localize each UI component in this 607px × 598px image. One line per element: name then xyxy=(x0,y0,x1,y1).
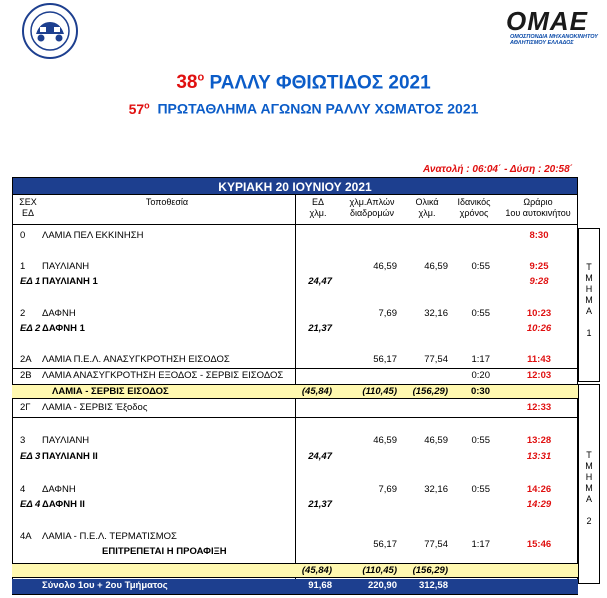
cell-time: 13:28 xyxy=(526,435,552,446)
cell-place: ΠΑΥΛΙΑΝΗ xyxy=(42,261,90,272)
cell-no: 2Γ xyxy=(20,402,31,413)
cell-place: ΛΑΜΙΑ ΠΕΛ ΕΚΚΙΝΗΣΗ xyxy=(42,230,144,241)
cell-time: 12:33 xyxy=(526,402,552,413)
club-logo xyxy=(18,2,82,60)
cell-total: 32,16 xyxy=(424,484,448,495)
table-row xyxy=(12,353,578,367)
cell-place: ΔΑΦΝΗ xyxy=(42,484,76,495)
cell-place: ΛΑΜΙΑ - ΣΕΡΒΙΣ Έξοδος xyxy=(42,402,148,413)
table-row-subtotal xyxy=(12,563,578,578)
omae-logo-name: OMAE xyxy=(506,6,588,36)
table-row-stage xyxy=(12,498,578,512)
cell-place: ΛΑΜΙΑ - Π.Ε.Λ. ΤΕΡΜΑΤΙΣΜΟΣ xyxy=(42,531,177,542)
omae-logo-subtitle: ΟΜΟΣΠΟΝΔΙΑ ΜΗΧΑΝΟΚΙΝΗΤΟΥ ΑΘΛΗΤΙΣΜΟΥ ΕΛΛΑΔΟΣ xyxy=(510,34,598,46)
col-header-ed: ΕΔ χλμ. xyxy=(309,197,327,218)
table-row xyxy=(12,229,578,243)
cell-ed: (45,84) xyxy=(301,386,332,397)
col-header-total: Ολικά χλμ. xyxy=(415,197,439,218)
cell-no: ΕΔ 1 xyxy=(20,276,41,287)
cell-ideal: 0:55 xyxy=(471,435,490,446)
cell-liaison: (110,45) xyxy=(362,386,397,397)
cell-place: ΛΑΜΙΑ ΑΝΑΣΥΓΚΡΟΤΗΣΗ ΕΞΟΔΟΣ - ΣΕΡΒΙΣ ΕΙΣΟΔΟΣ xyxy=(42,370,284,381)
table-row xyxy=(12,401,578,415)
cell-total: 32,16 xyxy=(424,308,448,319)
cell-ideal: 0:30 xyxy=(470,386,490,397)
cell-place: ΔΑΦΝΗ ΙΙ xyxy=(42,499,85,510)
cell-time: 10:26 xyxy=(526,323,552,334)
cell-time: 10:23 xyxy=(526,308,552,319)
cell-ideal: 1:17 xyxy=(471,354,490,365)
col-header-no: ΣΕΧ ΕΔ xyxy=(19,197,37,218)
col-header-ideal: Ιδανικός χρόνος xyxy=(457,197,491,218)
cell-time: 14:29 xyxy=(526,499,552,510)
omae-logo xyxy=(506,6,601,46)
cell-place: ΛΑΜΙΑ Π.Ε.Λ. ΑΝΑΣΥΓΚΡΟΤΗΣΗ ΕΙΣΟΔΟΣ xyxy=(42,354,230,365)
cell-no: ΕΔ 3 xyxy=(20,451,41,462)
cell-time: 14:26 xyxy=(526,484,552,495)
col-header-place: Τοποθεσία xyxy=(145,197,189,207)
title-text: ΡΑΛΛΥ ΦΘΙΩΤΙΔΟΣ 2021 xyxy=(204,72,431,94)
cell-ed: 21,37 xyxy=(308,323,332,334)
cell-liaison: 7,69 xyxy=(378,484,397,495)
cell-time: 13:31 xyxy=(526,451,552,462)
day-header: ΚΥΡΙΑΚΗ 20 ΙΟΥΝΙΟΥ 2021 xyxy=(12,177,578,195)
cell-liaison: (110,45) xyxy=(362,565,397,576)
club-emblem-icon xyxy=(18,2,82,60)
cell-total: 312,58 xyxy=(418,580,448,591)
cell-place: ΠΑΥΛΙΑΝΗ ΙΙ xyxy=(42,451,98,462)
cell-place: ΔΑΦΝΗ 1 xyxy=(42,323,85,334)
table-row xyxy=(12,483,578,497)
row-divider xyxy=(12,417,578,418)
cell-no: 0 xyxy=(20,230,26,241)
cell-liaison: 46,59 xyxy=(373,435,397,446)
cell-liaison: 56,17 xyxy=(373,539,397,550)
title-ordinal: ο xyxy=(197,72,205,84)
cell-total: 77,54 xyxy=(424,539,448,550)
cell-ideal: 0:55 xyxy=(471,308,490,319)
table-row xyxy=(12,369,578,383)
table-row-stage xyxy=(12,275,578,289)
cell-total: (156,29) xyxy=(412,386,448,397)
cell-no: 1 xyxy=(20,261,26,272)
timetable xyxy=(12,177,578,595)
cell-total: 46,59 xyxy=(424,435,448,446)
cell-no: 4 xyxy=(20,484,26,495)
title-number: 38 xyxy=(176,72,198,94)
bottom-border xyxy=(12,594,578,595)
cell-no: 4Α xyxy=(20,531,32,542)
cell-no: 2Β xyxy=(20,370,32,381)
cell-no: 2Α xyxy=(20,354,32,365)
cell-ideal: 0:55 xyxy=(471,261,490,272)
table-row-stage xyxy=(12,450,578,464)
cell-place: ΛΑΜΙΑ - ΣΕΡΒΙΣ ΕΙΣΟΔΟΣ xyxy=(52,386,169,397)
cell-place: ΔΑΦΝΗ xyxy=(42,308,76,319)
cell-liaison: 56,17 xyxy=(373,354,397,365)
cell-liaison: 220,90 xyxy=(367,580,397,591)
cell-ed: 21,37 xyxy=(308,499,332,510)
col-header-liaison: χλμ.Απλών διαδρομών xyxy=(349,197,395,218)
cell-no: ΕΔ 2 xyxy=(20,323,41,334)
cell-ed: (45,84) xyxy=(301,565,332,576)
cell-ideal: 0:55 xyxy=(471,484,490,495)
cell-place: ΠΑΥΛΙΑΝΗ 1 xyxy=(42,276,98,287)
cell-time: 15:46 xyxy=(526,539,552,550)
cell-ed: 91,68 xyxy=(308,580,332,591)
cell-no: 3 xyxy=(20,435,26,446)
cell-place: ΕΠΙΤΡΕΠΕΤΑΙ Η ΠΡΟΑΦΙΞΗ xyxy=(102,546,227,557)
cell-ed: 24,47 xyxy=(308,276,332,287)
col-header-time: Ωράριο 1ου αυτοκινήτου xyxy=(505,197,571,218)
sunrise-sunset: Ανατολή : 06:04΄ - Δύση : 20:58΄ xyxy=(422,164,573,175)
cell-no: 2 xyxy=(20,308,26,319)
table-row xyxy=(12,434,578,448)
cell-time: 12:03 xyxy=(526,370,552,381)
table-row-note xyxy=(12,545,578,559)
table-row-grand-total xyxy=(12,579,578,594)
cell-ideal: 1:17 xyxy=(471,539,490,550)
cell-total: (156,29) xyxy=(412,565,448,576)
cell-time: 11:43 xyxy=(527,354,551,365)
cell-no: ΕΔ 4 xyxy=(20,499,41,510)
table-row xyxy=(12,260,578,274)
table-row-service xyxy=(12,384,578,399)
subtitle-text: ΠΡΩΤΑΘΛΗΜΑ ΑΓΩΝΩΝ ΡΑΛΛΥ ΧΩΜΑΤΟΣ 2021 xyxy=(149,100,479,117)
table-row xyxy=(12,307,578,321)
cell-total: 46,59 xyxy=(424,261,448,272)
cell-ideal: 0:20 xyxy=(471,370,490,381)
cell-liaison: 7,69 xyxy=(378,308,397,319)
section-label-1: Τ Μ Η Μ Α 1 xyxy=(585,262,593,338)
page-title xyxy=(0,72,607,94)
cell-ed: 24,47 xyxy=(308,451,332,462)
cell-time: 9:28 xyxy=(529,276,549,287)
page-subtitle xyxy=(0,100,607,117)
cell-liaison: 46,59 xyxy=(373,261,397,272)
table-row-stage xyxy=(12,322,578,336)
cell-place: Σύνολο 1ου + 2ου Τμήματος xyxy=(42,580,168,591)
subtitle-number: 57 xyxy=(128,100,145,117)
subtitle-ordinal: ο xyxy=(144,100,150,110)
cell-time: 9:25 xyxy=(529,261,549,272)
cell-place: ΠΑΥΛΙΑΝΗ xyxy=(42,435,90,446)
cell-total: 77,54 xyxy=(424,354,448,365)
section-label-2: Τ Μ Η Μ Α 2 xyxy=(585,450,593,526)
cell-time: 8:30 xyxy=(529,230,549,241)
